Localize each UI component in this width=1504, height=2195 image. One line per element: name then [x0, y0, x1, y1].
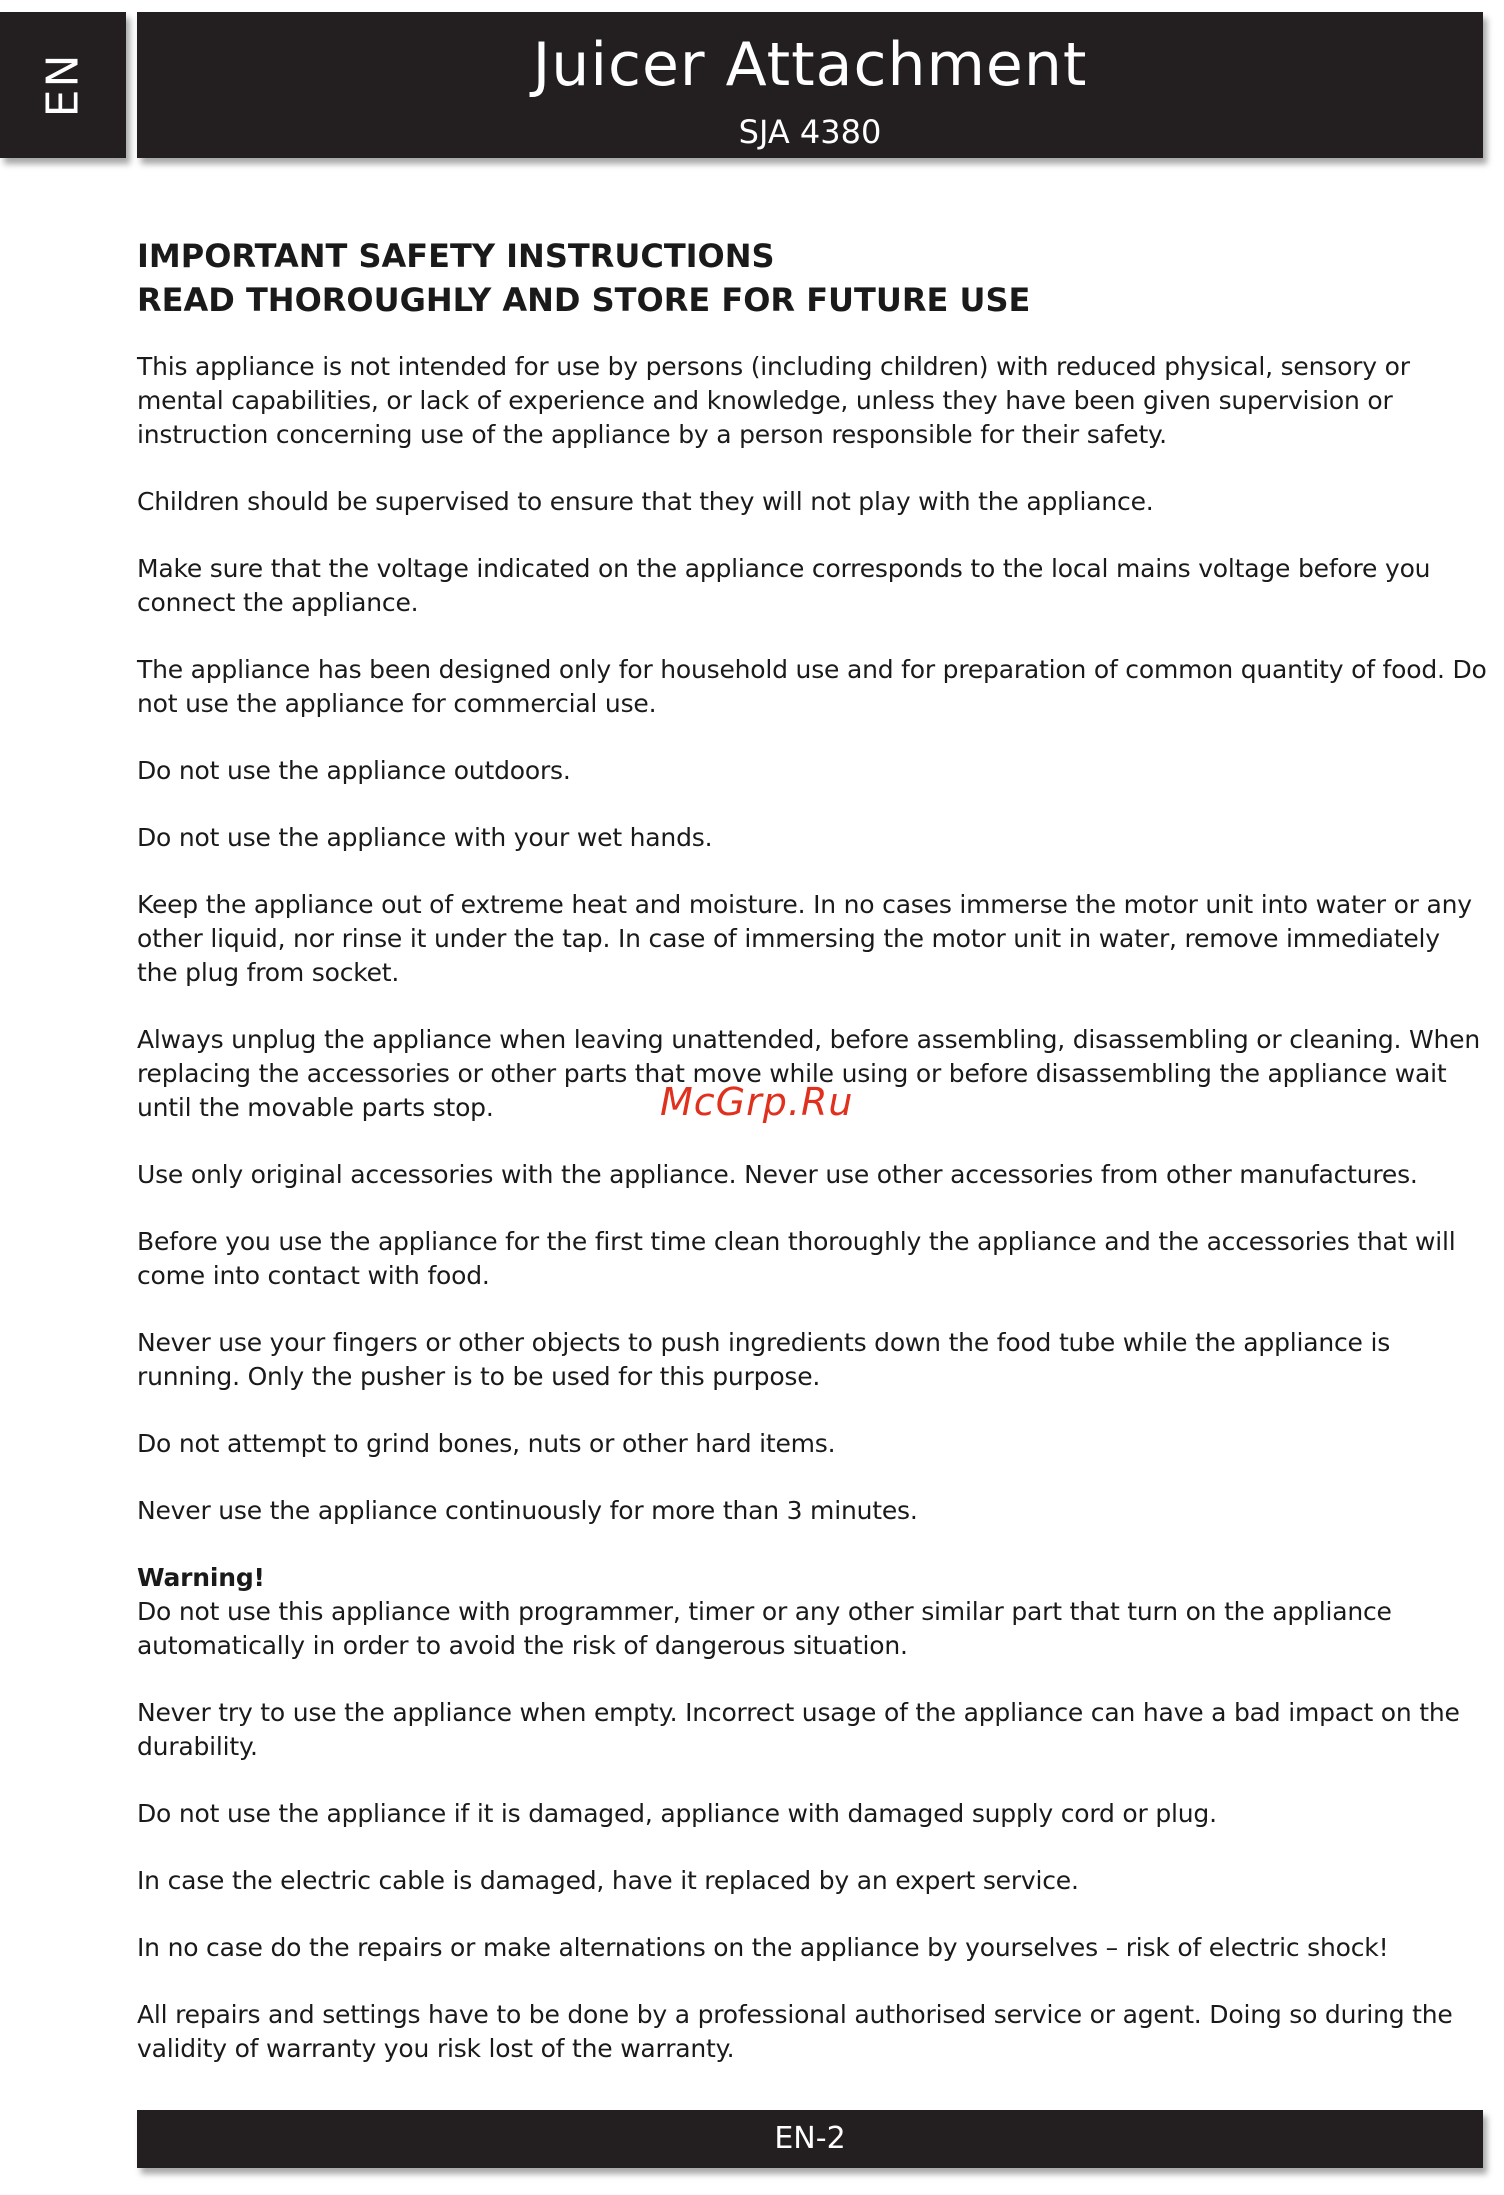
paragraph: Never use your fingers or other objects to push ingredients down the food tube while the appliance is running. Only the pusher is to be used for this purpose.	[137, 1328, 1391, 1391]
paragraph: Before you use the appliance for the first time clean thoroughly the appliance and the accessories that will come into contact with food.	[137, 1227, 1456, 1290]
paragraph: Do not use the appliance outdoors.	[137, 756, 571, 785]
paragraph: All repairs and settings have to be done by a professional authorised service or agent. Doing so during the validity of warranty you risk lost of the warranty.	[137, 2000, 1453, 2063]
header-bar	[137, 12, 1483, 158]
paragraph: This appliance is not intended for use by persons (including children) with reduced physical, sensory or mental capabilities, or lack of experience and knowledge, unless they have been given supervision or instruction concerning use of the appliance by a person responsible for their safety.	[137, 352, 1410, 449]
page-number: EN-2	[774, 2121, 846, 2156]
watermark: McGrp.Ru	[660, 1080, 854, 1124]
language-label: EN	[37, 52, 89, 118]
paragraph: Do not use the appliance with your wet hands.	[137, 823, 713, 852]
paragraph: Children should be supervised to ensure that they will not play with the appliance.	[137, 487, 1154, 516]
heading-line-2: READ THOROUGHLY AND STORE FOR FUTURE USE	[137, 281, 1031, 319]
paragraph: Never use the appliance continuously for more than 3 minutes.	[137, 1496, 918, 1525]
warning-paragraph	[137, 1561, 1487, 1663]
paragraph: In case the electric cable is damaged, have it replaced by an expert service.	[137, 1866, 1079, 1895]
paragraph: Do not use the appliance if it is damaged, appliance with damaged supply cord or plug.	[137, 1799, 1217, 1828]
section-heading	[137, 234, 1487, 322]
paragraph: Never try to use the appliance when empty. Incorrect usage of the appliance can have a bad impact on the durability.	[137, 1698, 1460, 1761]
warning-text: Do not use this appliance with programmer, timer or any other similar part that turn on the appliance automatically in order to avoid the risk of dangerous situation.	[137, 1597, 1392, 1660]
paragraph: Make sure that the voltage indicated on the appliance corresponds to the local mains voltage before you connect the appliance.	[137, 554, 1431, 617]
paragraph: Do not attempt to grind bones, nuts or other hard items.	[137, 1429, 836, 1458]
model-number: SJA 4380	[738, 113, 882, 151]
heading-line-1: IMPORTANT SAFETY INSTRUCTIONS	[137, 237, 775, 275]
paragraph: In no case do the repairs or make alternations on the appliance by yourselves – risk of electric shock!	[137, 1933, 1389, 1962]
footer-bar	[137, 2110, 1483, 2168]
paragraph: The appliance has been designed only for household use and for preparation of common quantity of food. Do not use the appliance for commercial use.	[137, 655, 1487, 718]
document-body	[137, 234, 1487, 2099]
paragraph: Always unplug the appliance when leaving unattended, before assembling, disassembling or cleaning. When replacing the accessories or other parts that move while using or before disassembling the appliance wait until the movable parts stop.	[137, 1025, 1481, 1122]
page-title: Juicer Attachment	[532, 30, 1088, 100]
paragraph: Use only original accessories with the appliance. Never use other accessories from other manufactures.	[137, 1160, 1418, 1189]
warning-label: Warning!	[137, 1563, 265, 1592]
language-tab	[0, 12, 126, 158]
paragraph: Keep the appliance out of extreme heat and moisture. In no cases immerse the motor unit into water or any other liquid, nor rinse it under the tap. In case of immersing the motor unit in water, remove immediately the plug from socket.	[137, 890, 1472, 987]
